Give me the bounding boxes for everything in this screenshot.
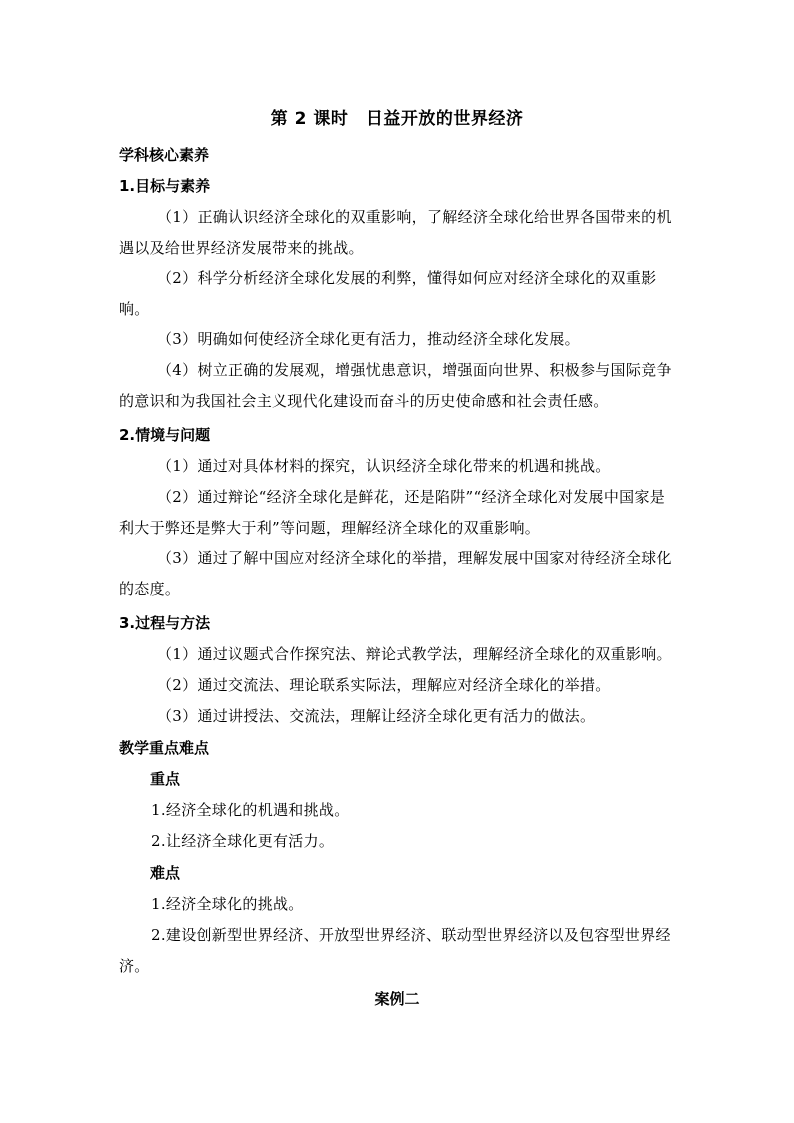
paragraph: （3）通过讲授法、交流法，理解让经济全球化更有活力的做法。	[157, 707, 596, 725]
paragraph: （3）明确如何使经济全球化更有活力，推动经济全球化发展。	[157, 330, 580, 348]
paragraph: 2.让经济全球化更有活力。	[151, 832, 335, 850]
subheading-situation: 2.情境与问题	[119, 426, 211, 444]
subheading-goals: 1.目标与素养	[119, 177, 211, 195]
paragraph: 2.建设创新型世界经济、开放型世界经济、联动型世界经济以及包容型世界经济。	[119, 926, 671, 975]
paragraph: 1.经济全球化的机遇和挑战。	[151, 801, 350, 819]
subheading-difficult: 难点	[150, 864, 181, 882]
paragraph: （2）科学分析经济全球化发展的利弊，懂得如何应对经济全球化的双重影响。	[119, 269, 657, 318]
subheading-key: 重点	[150, 770, 181, 788]
paragraph: （4）树立正确的发展观，增强忧患意识，增强面向世界、积极参与国际竞争的意识和为我国社会主义现代化建设而奋斗的历史使命感和社会责任感。	[119, 361, 672, 410]
paragraph: （2）通过辩论“经济全球化是鲜花，还是陷阱”“经济全球化对发展中国家是利大于弊还是弊大于利”等问题，理解经济全球化的双重影响。	[119, 488, 666, 537]
paragraph: （1）通过对具体材料的探究，认识经济全球化带来的机遇和挑战。	[157, 457, 611, 475]
paragraph: （2）通过交流法、理论联系实际法，理解应对经济全球化的举措。	[157, 676, 611, 694]
section-heading-key-difficult: 教学重点难点	[119, 739, 210, 757]
paragraph: （1）通过议题式合作探究法、辩论式教学法，理解经济全球化的双重影响。	[157, 645, 672, 663]
paragraph: （3）通过了解中国应对经济全球化的举措，理解发展中国家对待经济全球化的态度。	[119, 549, 672, 598]
page-title: 第 2 课时 日益开放的世界经济	[270, 109, 524, 129]
paragraph: 1.经济全球化的挑战。	[151, 895, 304, 913]
section-heading-core-literacy: 学科核心素养	[119, 146, 210, 164]
subheading-process: 3.过程与方法	[119, 614, 211, 632]
paragraph: （1）正确认识经济全球化的双重影响，了解经济全球化给世界各国带来的机遇以及给世界经济发展带来的挑战。	[119, 208, 672, 257]
case-title: 案例二	[374, 990, 420, 1008]
